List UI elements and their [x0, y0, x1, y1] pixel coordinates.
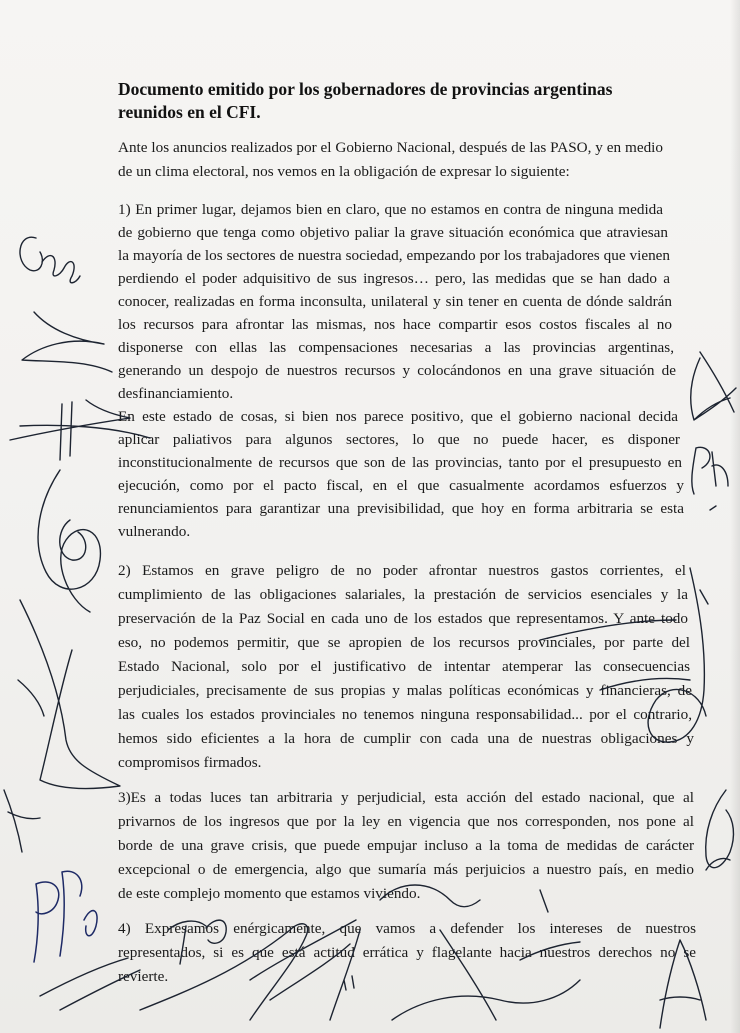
point1-line: conocer, realizadas en forma inconsulta, unilateral y sin tener en cuenta de dónde saldrán — [118, 293, 672, 310]
point3-line: de este complejo momento que estamos viviendo. — [118, 885, 421, 902]
point3-line: 3)Es a todas luces tan arbitraria y perjudicial, esta acción del estado nacional, que al — [118, 789, 694, 806]
point1-line: de gobierno que tenga como objetivo paliar la grave situación económica que atraviesan — [118, 224, 668, 241]
intro-line: de un clima electoral, nos vemos en la obligación de expresar lo siguiente: — [118, 163, 570, 180]
point2-line: hemos sido eficientes a la hora de cumplir con cada una de nuestras obligaciones y — [118, 730, 694, 747]
point1-line: perdiendo el poder adquisitivo de sus ingresos… pero, las medidas que se han dado a — [118, 270, 670, 287]
point2-line: perjudiciales, precisamente de sus propias y malas políticas económicas y financieras, de — [118, 682, 692, 699]
point2-line: 2) Estamos en grave peligro de no poder afrontar nuestros gastos corrientes, el — [118, 562, 686, 579]
point2-line: preservación de la Paz Social en cada uno de los estados que representamos. Y ante todo — [118, 610, 688, 627]
signature-top-left — [20, 237, 80, 283]
title-line-1: Documento emitido por los gobernadores de provincias argentinas — [118, 79, 613, 99]
point1-line: ejecución, como por el pacto fiscal, en el que casualmente acordamos esfuerzos y — [118, 477, 684, 494]
point1-line: la mayoría de los sectores de nuestra sociedad, empezando por los trabajadores que vienen — [118, 247, 670, 264]
page-edge-shadow — [730, 0, 740, 1033]
point2-line: Estado Nacional, solo por el justificativo de intentar atemperar las consecuencias — [118, 658, 690, 675]
title-line-2: reunidos en el CFI. — [118, 102, 261, 122]
point2-line: compromisos firmados. — [118, 754, 262, 771]
point4-line: revierte. — [118, 968, 169, 985]
point1-line: los recursos para afrontar las mismas, nos hace compartir esos costos fiscales al no — [118, 316, 672, 333]
point1-line: 1) En primer lugar, dejamos bien en claro, que no estamos en contra de ninguna medida — [118, 201, 663, 218]
point2-line: eso, no podemos permitir, que se apropien de los recursos provinciales, por parte del — [118, 634, 690, 651]
point4-line: representados, si es que está actitud errática y flagelante hacia nuestros derechos no se — [118, 944, 696, 961]
point1-line: inconstitucionalmente de recursos que son de las provincias, tanto por el presupuesto en — [118, 454, 682, 471]
point2-line: cumplimiento de las obligaciones salariales, la prestación de servicios esenciales y la — [118, 586, 688, 603]
point2-line: las cuales los estados provinciales no tenemos ninguna responsabilidad... por el contrario, — [118, 706, 692, 723]
intro-line: Ante los anuncios realizados por el Gobierno Nacional, después de las PASO, y en medio — [118, 139, 663, 156]
point1-line: En este estado de cosas, si bien nos parece positivo, que el gobierno nacional decida — [118, 408, 678, 425]
point1-line: renunciamientos para garantizar una previsibilidad, que hoy en forma arbitraria se esta — [118, 500, 684, 517]
point3-line: privarnos de los ingresos que por la ley en vigencia que nos corresponden, nos pone al — [118, 813, 694, 830]
point4-line: 4) Expresamos enérgicamente, que vamos a defender los intereses de nuestros — [118, 920, 696, 937]
document-title — [118, 78, 678, 124]
point1-line: aplicar paliativos para algunos sectores, lo que no puede hacer, es disponer — [118, 431, 680, 448]
point1-line: vulnerando. — [118, 523, 191, 540]
point1-line: generando un despojo de nuestros recursos y colocándonos en una grave situación de — [118, 362, 676, 379]
signature-left-large — [18, 470, 120, 788]
point3-line: borde de una grave crisis, que puede empujar incluso a la toma de medidas de carácter — [118, 837, 694, 854]
point1-line: disponerse con ellas las compensaciones necesarias a las provincias argentinas, — [118, 339, 674, 356]
signature-right-mid — [692, 447, 728, 510]
point1-line: desfinanciamiento. — [118, 385, 234, 402]
point3-line: excepcional o de emergencia, algo que sumaría más perjuicios a nuestro país, en medio — [118, 861, 694, 878]
